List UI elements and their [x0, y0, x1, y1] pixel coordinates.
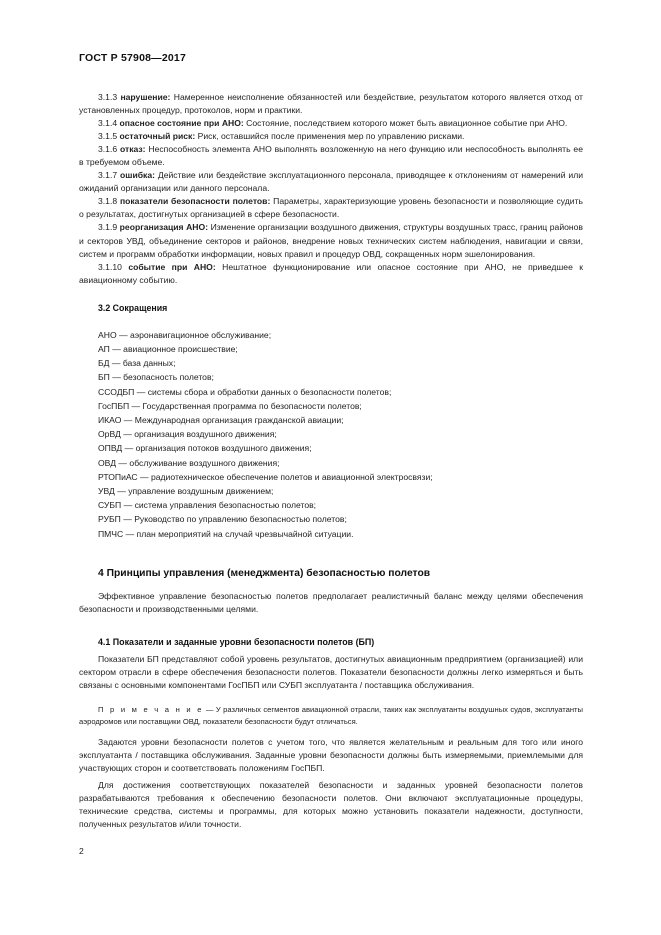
section-4-1-paragraph-2: Задаются уровни безопасности полетов с учетом того, что является желательным и реальным для того или иного эксплуатанта / поставщика обслуживания. Заданные уровни безопасности должны быть измеряемыми, приемлемыми для участвующих сторон и соответствовать положениям ГосПБП.	[79, 737, 583, 774]
list-item: ГосПБП — Государственная программа по безопасности полетов;	[98, 400, 362, 411]
clause-term: показатели безопасности полетов:	[119, 196, 271, 207]
running-head: ГОСТ Р 57908—2017	[79, 52, 187, 64]
list-item: ПМЧС — план мероприятий на случай чрезвычайной ситуации.	[98, 528, 354, 539]
clause-number: 3.1.8	[98, 196, 118, 207]
note-text: — У различных сегментов авиационной отрасли, таких как эксплуатанты воздушных судов, эксплуатанты аэродромов или поставщики ОВД, показатели безопасности будут отличаться.	[79, 704, 583, 726]
clause-text: Параметры, характеризующие уровень безопасности и позволяющие судить о результатах, достигнутых организацией в сфере безопасности.	[79, 196, 584, 220]
list-item: РТОПиАС — радиотехническое обеспечение полетов и авиационной электросвязи;	[98, 471, 433, 482]
clause-number: 3.1.5	[98, 131, 118, 142]
definitions-clause-list	[79, 91, 583, 287]
clause-3-1-4	[79, 117, 583, 130]
clause-term: реорганизация АНО:	[119, 222, 209, 233]
list-item: РУБП — Руководство по управлению безопасностью полетов;	[98, 514, 347, 525]
clause-text: Изменение организации воздушного движения, структуры воздушных трасс, границ районов и секторов УВД, объединение секторов и районов, внедрение новых технических систем наблюдения, навигации и связи, систем и программ обработки информации, новых правил и процедур ОВД, сокращенных норм эшелонирования.	[79, 222, 583, 259]
clause-term: событие при АНО:	[128, 261, 216, 272]
clause-3-1-3	[79, 91, 583, 117]
clause-3-1-8	[79, 195, 583, 221]
section-4-intro-paragraph: Эффективное управление безопасностью полетов предполагает реалистичный баланс между целями обеспечения безопасности и производственными целями.	[79, 590, 583, 614]
list-item: ОрВД — организация воздушного движения;	[98, 429, 277, 440]
list-item: БП — безопасность полетов;	[98, 372, 214, 383]
section-4-heading: 4 Принципы управления (менеджмента) безопасностью полетов	[98, 567, 431, 579]
clause-text: Нештатное функционирование или опасное состояние при АНО, не приведшее к авиационному событию.	[79, 261, 583, 285]
clause-term: опасное состояние при АНО:	[119, 118, 244, 129]
clause-3-1-10	[79, 261, 583, 287]
clause-number: 3.1.10	[98, 261, 122, 272]
clause-term: нарушение:	[120, 92, 171, 102]
section-4-1-paragraph-3: Для достижения соответствующих показателей безопасности и заданных уровней безопасности полетов разрабатываются требования к обеспечению безопасности полетов. Они включают эксплуатационные процедуры, технические средства, системы и программы, для которых можно установить показатели надежности, доступности, полученных результатов и/или точности.	[79, 780, 583, 830]
page-number: 2	[79, 846, 84, 856]
note-block	[79, 704, 583, 727]
section-4-1-paragraph-1: Показатели БП представляют собой уровень результатов, достигнутых авиационным предприятием (организацией) или сектором отрасли в сфере обеспечения безопасности полетов. Показатели безопасности должны легко измеряться и быть связаны с основными компонентами ГосПБП или СУБП эксплуатанта / поставщика обслуживания.	[79, 653, 583, 690]
list-item: ССОДБП — системы сбора и обработки данных о безопасности полетов;	[98, 386, 392, 397]
list-item: АП — авиационное происшествие;	[98, 343, 238, 354]
clause-text: Действие или бездействие эксплуатационного персонала, приводящее к отклонениям от намерений или ожиданий организации или данного персонала.	[79, 170, 584, 194]
note-label: П р и м е ч а н и е	[98, 704, 204, 714]
abbreviations-heading: 3.2 Сокращения	[98, 302, 168, 313]
clause-number: 3.1.4	[98, 118, 118, 129]
clause-number: 3.1.7	[98, 170, 118, 181]
section-4-1-heading: 4.1 Показатели и заданные уровни безопасности полетов (БП)	[98, 636, 375, 647]
clause-text: Состояние, последствием которого может быть авиационное событие при АНО.	[246, 118, 568, 129]
clause-3-1-7	[79, 169, 583, 195]
list-item: УВД — управление воздушным движением;	[98, 485, 274, 496]
clause-3-1-6	[79, 143, 583, 169]
list-item: АНО — аэронавигационное обслуживание;	[98, 329, 272, 340]
clause-number: 3.1.6	[98, 144, 118, 155]
list-item: ИКАО — Международная организация гражданской авиации;	[98, 414, 344, 425]
abbreviations-list	[79, 328, 583, 541]
list-item: СУБП — система управления безопасностью полетов;	[98, 500, 317, 511]
list-item: ОПВД — организация потоков воздушного движения;	[98, 443, 312, 454]
page-content	[79, 52, 583, 832]
clause-3-1-5	[79, 130, 583, 143]
list-item: ОВД — обслуживание воздушного движения;	[98, 457, 280, 468]
clause-term: остаточный риск:	[119, 131, 196, 142]
clause-text: Неспособность элемента АНО выполнять возложенную на него функцию или неспособность выполнять ее в требуемом объеме.	[79, 144, 583, 168]
clause-number: 3.1.9	[98, 222, 118, 233]
clause-text: Намеренное неисполнение обязанностей или бездействие, результатом которого является отход от установленных процедур, протоколов, норм и практики.	[79, 92, 583, 116]
clause-term: ошибка:	[120, 170, 155, 181]
list-item: БД — база данных;	[98, 358, 176, 369]
clause-number: 3.1.3	[98, 92, 118, 102]
clause-term: отказ:	[119, 144, 146, 155]
clause-text: Риск, оставшийся после применения мер по управлению рисками.	[197, 131, 465, 142]
clause-3-1-9	[79, 221, 583, 260]
